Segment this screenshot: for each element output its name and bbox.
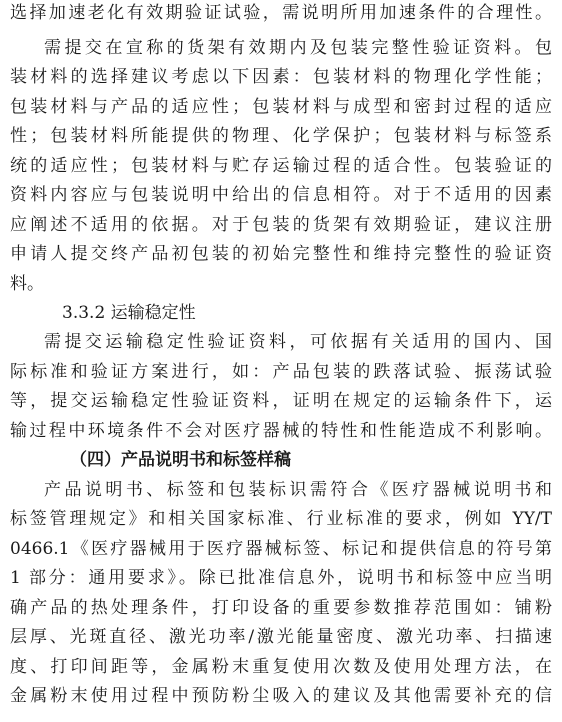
text-line: 性；包装材料所能提供的物理、化学保护；包装材料与标签系 bbox=[10, 126, 552, 146]
text-line: 需提交运输稳定性验证资料，可依据有关适用的国内、国 bbox=[44, 332, 552, 352]
text-line: 申请人提交终产品初包装的初始完整性和维持完整性的验证资 bbox=[10, 244, 552, 264]
text-line: 等，提交运输稳定性验证资料，证明在规定的运输条件下，运 bbox=[10, 391, 552, 411]
text-line: 层厚、光斑直径、激光功率/激光能量密度、激光功率、扫描速 bbox=[10, 627, 552, 647]
text-line: 需提交在宣称的货架有效期内及包装完整性验证资料。包 bbox=[44, 38, 552, 58]
section-heading: 3.3.2 运输稳定性 bbox=[62, 303, 196, 323]
section-heading: （四）产品说明书和标签样稿 bbox=[70, 450, 291, 470]
text-line: 度、打印间距等，金属粉末重复使用次数及使用处理方法，在 bbox=[10, 657, 552, 677]
text-line: 资料内容应与包装说明中给出的信息相符。对于不适用的因素 bbox=[10, 185, 552, 205]
text-line: 统的适应性；包装材料与贮存运输过程的适合性。包装验证的 bbox=[10, 156, 552, 176]
text-line: 应阐述不适用的依据。对于包装的货架有效期验证，建议注册 bbox=[10, 215, 552, 235]
text-line: 料。 bbox=[10, 274, 44, 294]
text-line: 包装材料与产品的适应性；包装材料与成型和密封过程的适应 bbox=[10, 97, 552, 117]
text-line: 标签管理规定》和相关国家标准、行业标准的要求，例如 YY/T bbox=[10, 509, 552, 529]
text-line: 产品说明书、标签和包装标识需符合《医疗器械说明书和 bbox=[44, 480, 552, 500]
text-line: 选择加速老化有效期验证试验，需说明所用加速条件的合理性。 bbox=[10, 3, 552, 23]
text-line: 金属粉末使用过程中预防粉尘吸入的建议及其他需要补充的信 bbox=[10, 686, 552, 706]
text-line: 际标准和验证方案进行，如：产品包装的跌落试验、振荡试验 bbox=[10, 362, 552, 382]
text-line: 输过程中环境条件不会对医疗器械的特性和性能造成不利影响。 bbox=[10, 421, 552, 441]
text-line: 确产品的热处理条件，打印设备的重要参数推荐范围如：铺粉 bbox=[10, 598, 552, 618]
text-line: 0466.1《医疗器械用于医疗器械标签、标记和提供信息的符号第 bbox=[10, 539, 552, 559]
text-line: 装材料的选择建议考虑以下因素：包装材料的物理化学性能； bbox=[10, 67, 552, 87]
text-line: 1 部分：通用要求》。除已批准信息外，说明书和标签中应当明 bbox=[10, 568, 552, 588]
